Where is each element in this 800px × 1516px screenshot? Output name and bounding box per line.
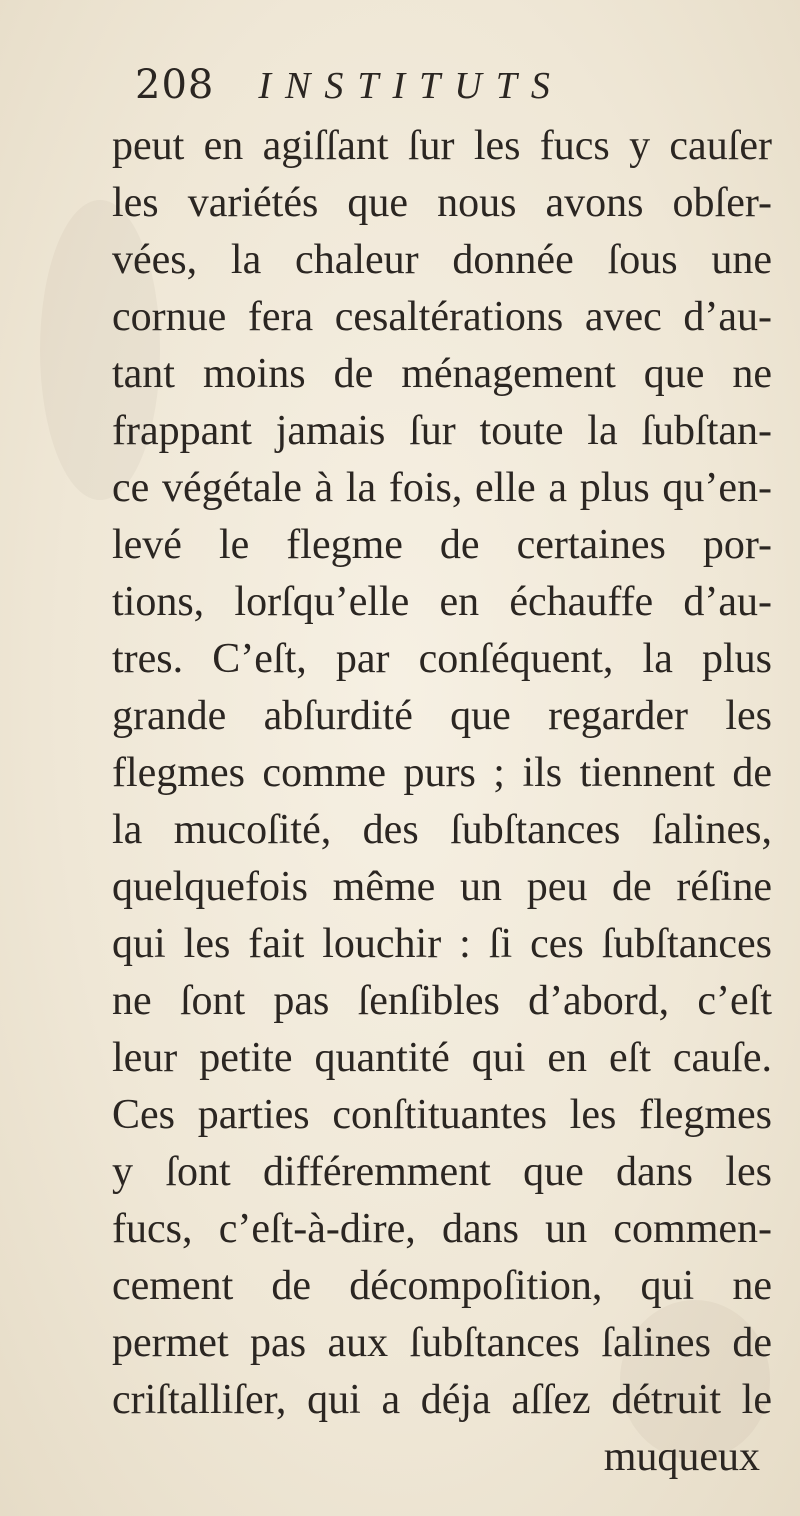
running-head: INSTITUTS [258,65,564,107]
text-line: Ces parties conſtituantes les flegmes [112,1092,772,1138]
text-line: fucs, c’eſt-à-dire, dans un commen- [112,1206,772,1252]
text-line: frappant jamais ſur toute la ſubſtan- [112,408,772,454]
text-line: ce végétale à la fois, elle a plus qu’en- [112,465,772,511]
page-number: 208 [135,62,215,108]
catchword: muqueux [603,1434,760,1480]
text-line: levé le flegme de certaines por- [112,522,772,568]
text-line: quelquefois même un peu de réſine [112,864,772,910]
text-line: flegmes comme purs ; ils tiennent de [112,750,772,796]
text-line: tant moins de ménagement que ne [112,351,772,397]
text-line: cement de décompoſition, qui ne [112,1263,772,1309]
text-line: y ſont différemment que dans les [112,1149,772,1195]
page-header [135,62,564,112]
text-line: permet pas aux ſubſtances ſalines de [112,1320,772,1366]
text-line: criſtalliſer, qui a déja aſſez détruit le [112,1377,772,1423]
body-text [112,118,772,1486]
text-line: la mucoſité, des ſubſtances ſalines, [112,807,772,853]
text-line: cornue fera cesaltérations avec d’au- [112,294,772,340]
text-line: qui les fait louchir : ſi ces ſubſtances [112,921,772,967]
text-line: peut en agiſſant ſur les fucs y cauſer [112,123,772,169]
text-line: ne ſont pas ſenſibles d’abord, c’eſt [112,978,772,1024]
text-line: les variétés que nous avons obſer- [112,180,772,226]
text-line: leur petite quantité qui en eſt cauſe. [112,1035,772,1081]
text-line: grande abſurdité que regarder les [112,693,772,739]
text-line: tres. C’eſt, par conſéquent, la plus [112,636,772,682]
text-line: vées, la chaleur donnée ſous une [112,237,772,283]
text-line: tions, lorſqu’elle en échauffe d’au- [112,579,772,625]
